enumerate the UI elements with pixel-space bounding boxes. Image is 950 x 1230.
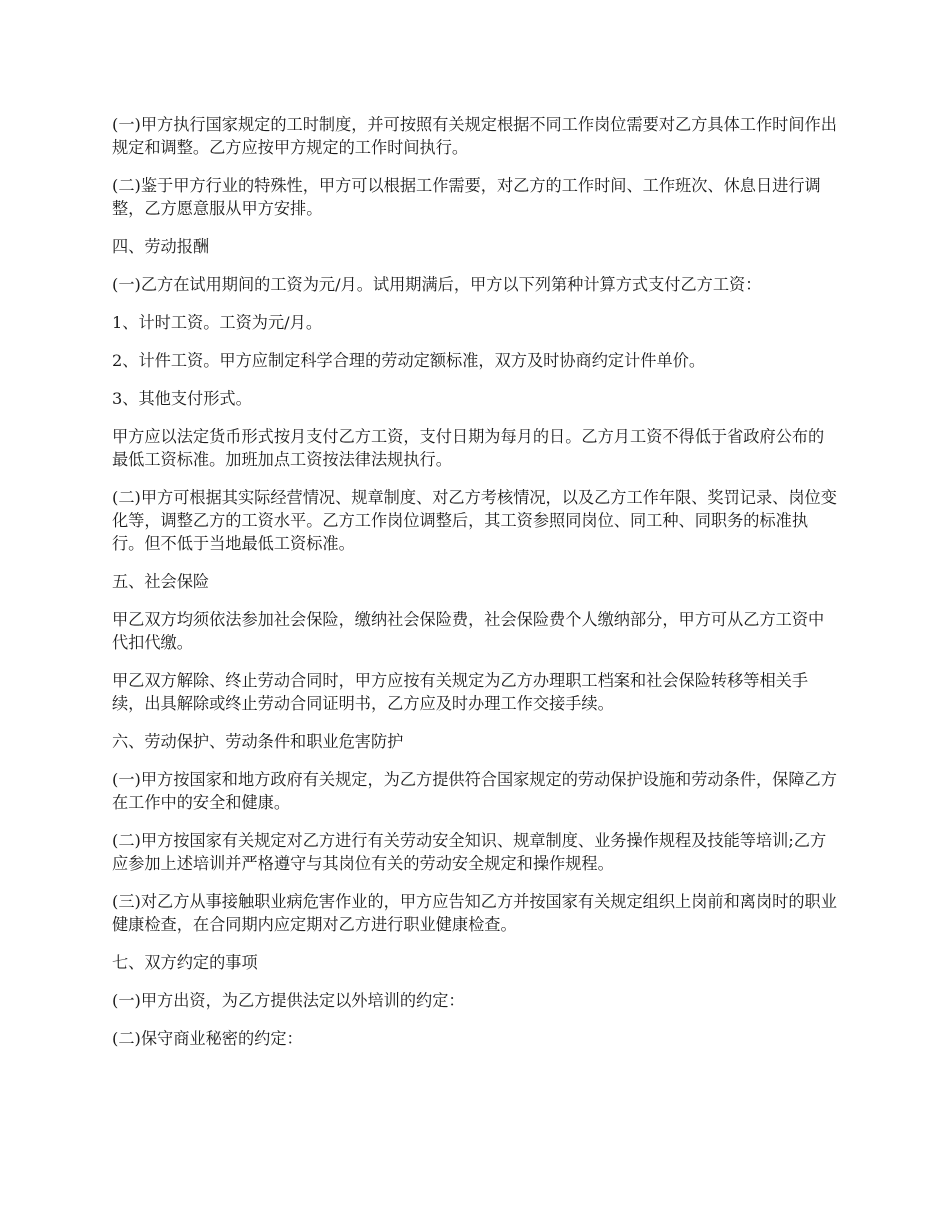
paragraph-safety-training: (二)甲方按国家有关规定对乙方进行有关劳动安全知识、规章制度、业务操作规程及技能等培训;乙方应参加上述培训并严格遵守与其岗位有关的劳动安全规定和操作规程。 <box>112 831 827 873</box>
list-item-hourly-wage: 1、计时工资。工资为元/月。 <box>112 313 323 332</box>
paragraph-health-check: (三)对乙方从事接触职业病危害作业的，甲方应告知乙方并按国家有关规定组织上岗前和离岗时的职业健康检查，在合同期内应定期对乙方进行职业健康检查。 <box>112 892 837 934</box>
section-heading-agreed-matters: 七、双方约定的事项 <box>112 953 258 972</box>
list-item-other-payment: 3、其他支付形式。 <box>112 389 252 408</box>
paragraph-wage-adjustment: (二)甲方可根据其实际经营情况、规章制度、对乙方考核情况，以及乙方工作年限、奖罚记录、岗位变化等，调整乙方的工资水平。乙方工作岗位调整后，其工资参照同岗位、同工种、同职务的标准执行。但不低于当地最低工资标准。 <box>112 488 837 553</box>
section-heading-remuneration: 四、劳动报酬 <box>112 237 210 256</box>
paragraph-probation-wage: (一)乙方在试用期间的工资为元/月。试用期满后，甲方以下列第种计算方式支付乙方工资： <box>112 275 762 294</box>
paragraph-payment-terms: 甲方应以法定货币形式按月支付乙方工资，支付日期为每月的日。乙方月工资不得低于省政府公布的最低工资标准。加班加点工资按法律法规执行。 <box>112 427 825 469</box>
list-item-piece-wage: 2、计件工资。甲方应制定科学合理的劳动定额标准，双方及时协商约定计件单价。 <box>112 351 706 370</box>
section-heading-labor-protection: 六、劳动保护、劳动条件和职业危害防护 <box>112 732 404 751</box>
paragraph-working-hours-1: (一)甲方执行国家规定的工时制度，并可按照有关规定根据不同工作岗位需要对乙方具体工作时间作出规定和调整。乙方应按甲方规定的工作时间执行。 <box>112 115 837 157</box>
paragraph-training-agreement: (一)甲方出资，为乙方提供法定以外培训的约定： <box>112 991 465 1010</box>
paragraph-insurance-transfer: 甲乙双方解除、终止劳动合同时，甲方应按有关规定为乙方办理职工档案和社会保险转移等相关手续，出具解除或终止劳动合同证明书，乙方应及时办理工作交接手续。 <box>112 671 809 713</box>
section-heading-social-insurance: 五、社会保险 <box>112 572 210 591</box>
paragraph-protection-facilities: (一)甲方按国家和地方政府有关规定，为乙方提供符合国家规定的劳动保护设施和劳动条件，保障乙方在工作中的安全和健康。 <box>112 770 837 812</box>
paragraph-working-hours-2: (二)鉴于甲方行业的特殊性，甲方可以根据工作需要，对乙方的工作时间、工作班次、休息日进行调整，乙方愿意服从甲方安排。 <box>112 176 821 218</box>
paragraph-insurance-contribution: 甲乙双方均须依法参加社会保险，缴纳社会保险费，社会保险费个人缴纳部分，甲方可从乙方工资中代扣代缴。 <box>112 610 825 652</box>
document-page <box>112 113 840 1065</box>
paragraph-confidentiality-agreement: (二)保守商业秘密的约定： <box>112 1029 303 1048</box>
